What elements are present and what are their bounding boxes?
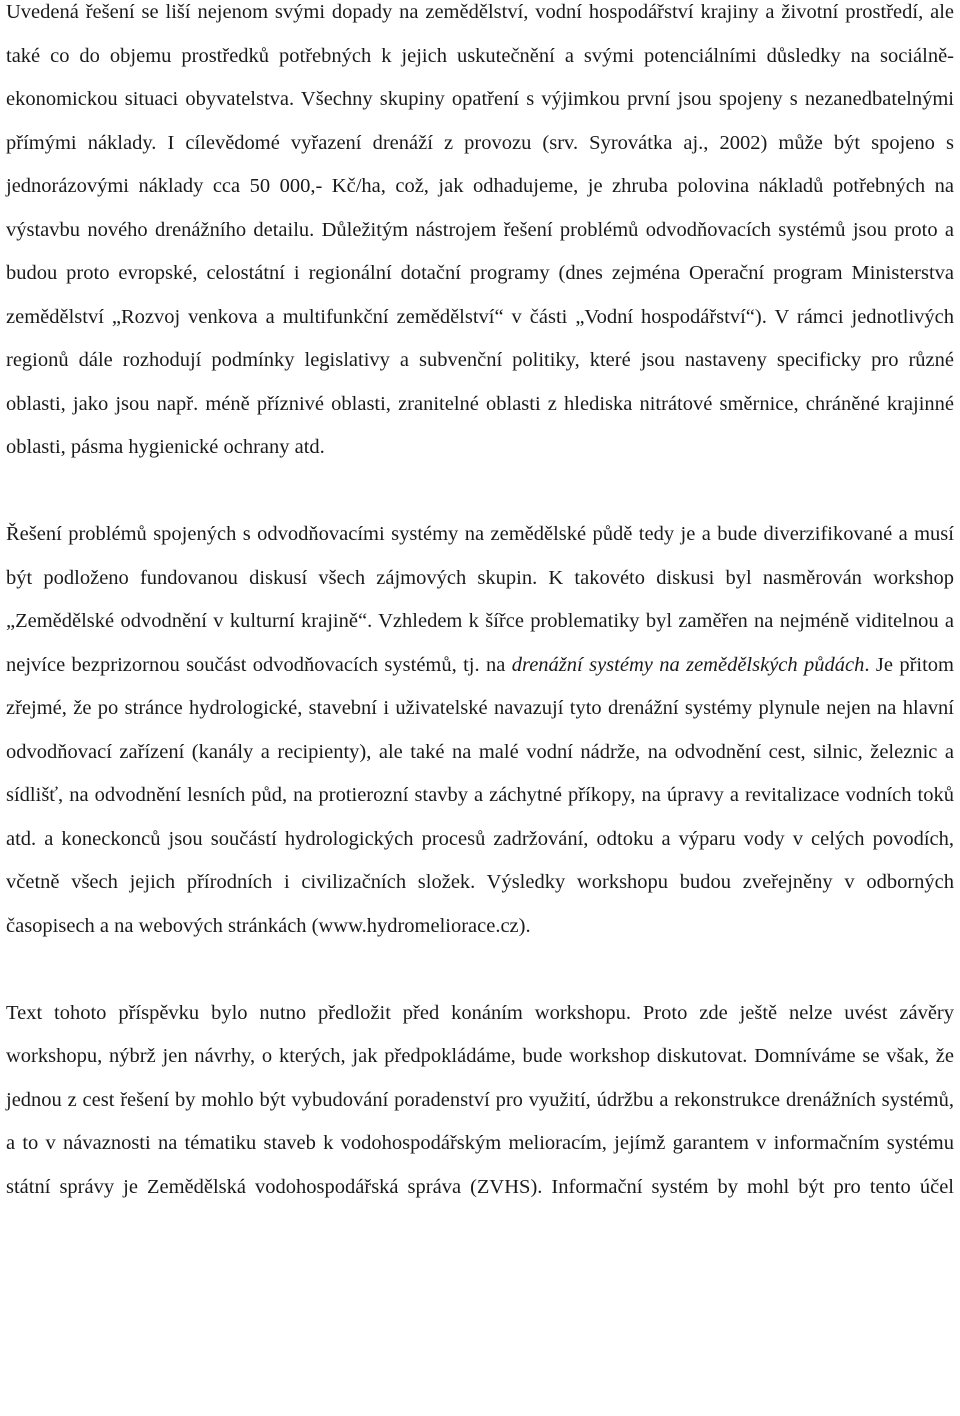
document-page (6, 0, 954, 1209)
paragraph-2-text-before: Řešení problémů spojených s odvodňovacími systémy na zemědělské půdě tedy je a bude diverzifikované a musí být podloženo fundovanou diskusí všech zájmových skupin. K takovéto diskusi byl nasměrován workshop „Zemědělské odvodnění v kulturní krajině“. Vzhledem k šířce problematiky byl zaměřen na nejméně viditelnou a nejvíce bezprizornou součást odvodňovacích systémů, tj. na (6, 523, 954, 676)
paragraph-2 (6, 513, 954, 948)
paragraph-3: Text tohoto příspěvku bylo nutno předložit před konáním workshopu. Proto zde ještě nelze uvést závěry workshopu, nýbrž jen návrhy, o kterých, jak předpokládáme, bude workshop diskutovat. Domníváme se však, že jednou z cest řešení by mohlo být vybudování poradenství pro využití, údržbu a rekonstrukce drenážních systémů, a to v návaznosti na tématiku staveb k vodohospodářským melioracím, jejímž garantem v informačním systému státní správy je Zemědělská vodohospodářská správa (ZVHS). Informační systém by mohl být pro tento účel (6, 1001, 954, 1198)
paragraph-2-emphasis: drenážní systémy na zemědělských půdách (511, 653, 865, 676)
paragraph-2-text-after: . Je přitom zřejmé, že po stránce hydrologické, stavební i uživatelské navazují tyto drenážní systémy plynule nejen na hlavní odvodňovací zařízení (kanály a recipienty), ale také na malé vodní nádrže, na odvodnění cest, silnic, železnic a sídlišť, na odvodnění lesních půd, na protierozní stavby a záchytné příkopy, na úpravy a revitalizace vodních toků atd. a koneckonců jsou součástí hydrologických procesů zadržování, odtoku a výparu vody v celých povodích, včetně všech jejich přírodních i civilizačních složek. Výsledky workshopu budou zveřejněny v odborných časopisech a na webových stránkách (www.hydromeliorace.cz). (6, 653, 954, 937)
paragraph-1: Uvedená řešení se liší nejenom svými dopady na zemědělství, vodní hospodářství krajiny a životní prostředí, ale také co do objemu prostředků potřebných k jejich uskutečnění a svými potenciálními důsledky na sociálně-ekonomickou situaci obyvatelstva. Všechny skupiny opatření s výjimkou první jsou spojeny s nezanedbatelnými přímými náklady. I cílevědomé vyřazení drenáží z provozu (srv. Syrovátka aj., 2002) může být spojeno s jednorázovými náklady cca 50 000,- Kč/ha, což, jak odhadujeme, je zhruba polovina nákladů potřebných na výstavbu nového drenážního detailu. Důležitým nástrojem řešení problémů odvodňovacích systémů jsou proto a budou proto evropské, celostátní i regionální dotační programy (dnes zejména Operační program Ministerstva zemědělství „Rozvoj venkova a multifunkční zemědělství“ v části „Vodní hospodářství“). V rámci jednotlivých regionů dále rozhodují podmínky legislativy a subvenční politiky, které jsou nastaveny specificky pro různé oblasti, jako jsou např. méně příznivé oblasti, zranitelné oblasti z hlediska nitrátové směrnice, chráněné krajinné oblasti, pásma hygienické ochrany atd. (6, 1, 954, 458)
